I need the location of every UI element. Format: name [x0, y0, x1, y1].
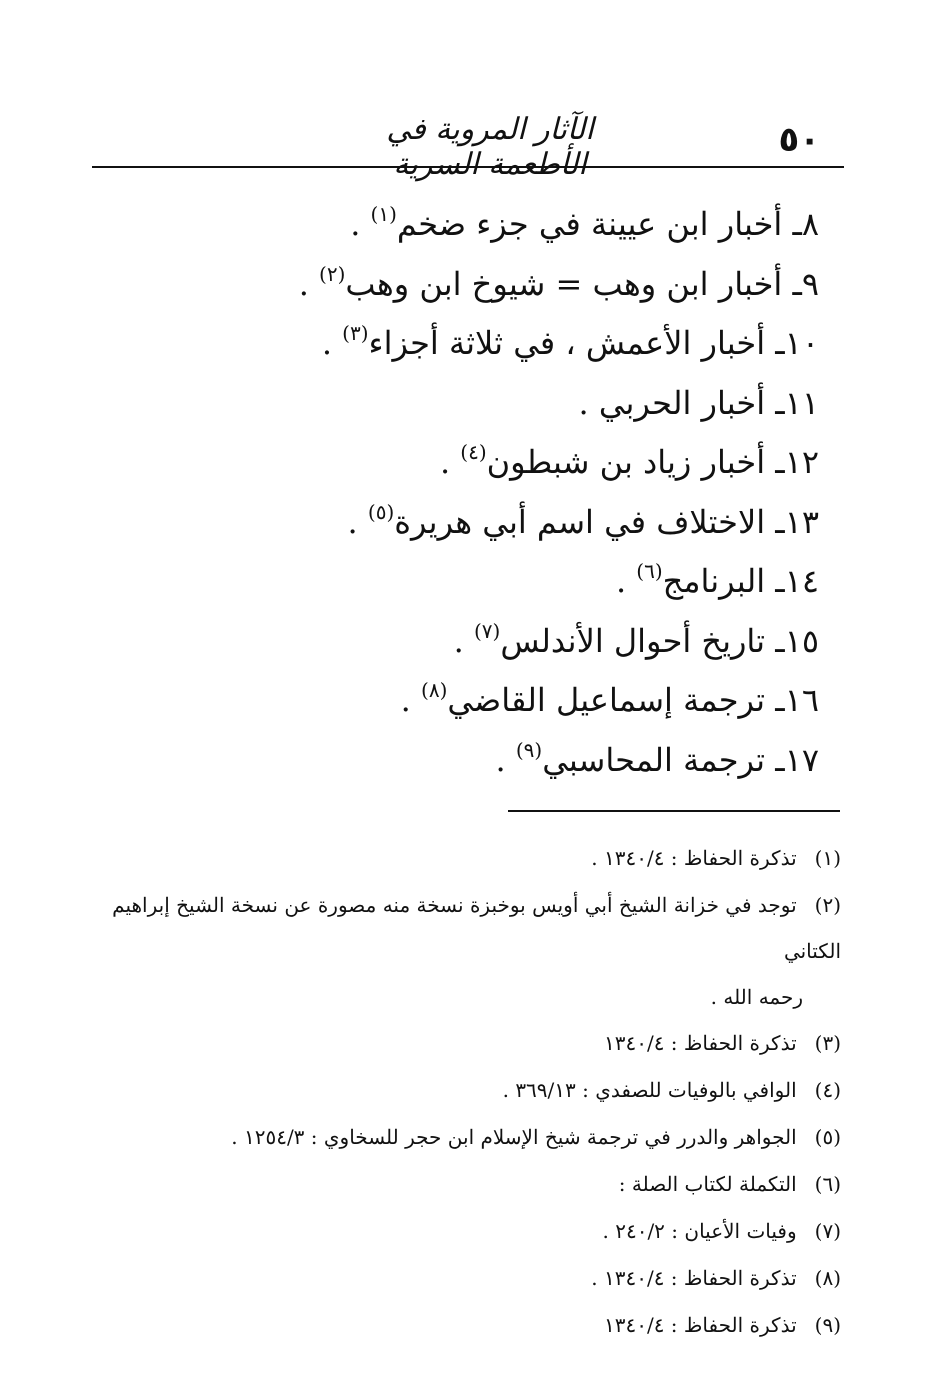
- footnote-ref: (٥): [367, 499, 395, 524]
- footnote-ref: (٢): [319, 261, 346, 286]
- footnote-ref: (٦): [636, 559, 663, 583]
- footnote: [81, 1020, 841, 1067]
- header-divider: [92, 166, 844, 168]
- footnote-text: تذكرة الحفاظ : ١٣٤٠/٤ .: [591, 1266, 797, 1290]
- footnote: [81, 1114, 841, 1161]
- footnote-text: تذكرة الحفاظ : ١٣٤٠/٤ .: [591, 846, 797, 870]
- footnote-text: الجواهر والدرر في ترجمة شيخ الإسلام ابن حجر للسخاوي : ١٢٥٤/٣ .: [231, 1125, 797, 1149]
- footnote-ref: (٨): [421, 678, 448, 702]
- list-item: ١٤ـ البرنامج$^{(٦)}$ .: [615, 559, 819, 600]
- list-item: ١١ـ أخبار الحربي .: [578, 383, 819, 422]
- running-header: [90, 112, 850, 182]
- list-item: ١٣ـ الاختلاف في اسم أبي هريرة$^{(٥)}$ .: [347, 499, 819, 541]
- footnote: [81, 1302, 841, 1349]
- list-item: ١٥ـ تاريخ أحوال الأندلس$^{(٧)}$ .: [453, 618, 819, 660]
- footnote: [81, 1161, 841, 1208]
- footnote-number: (١): [814, 846, 841, 870]
- footnote-ref: (٩): [515, 737, 543, 762]
- footnote: [81, 1208, 841, 1255]
- footnote-ref: (٣): [342, 321, 369, 345]
- page-number: ٥٠: [778, 120, 820, 160]
- footnote-text: التكملة لكتاب الصلة :: [618, 1172, 797, 1196]
- footnote-number: (٧): [814, 1219, 841, 1243]
- footnote: [81, 1255, 841, 1302]
- list-item: ١٦ـ ترجمة إسماعيل القاضي$^{(٨)}$ .: [400, 678, 819, 719]
- footnote-divider: [508, 810, 840, 812]
- footnote-ref: (٧): [473, 618, 501, 643]
- footnote-ref: (٤): [460, 440, 487, 464]
- footnote-text: تذكرة الحفاظ : ١٣٤٠/٤: [604, 1031, 797, 1055]
- footnote-continuation: رحمه الله .: [710, 985, 803, 1009]
- footnote-text: تذكرة الحفاظ : ١٣٤٠/٤: [604, 1313, 797, 1337]
- footnote-number: (٣): [814, 1031, 841, 1055]
- footnote: [81, 882, 841, 1020]
- list-item: ٩ـ أخبار ابن وهب = شيوخ ابن وهب$^{(٢)}$ .: [298, 261, 819, 303]
- footnote-text: الوافي بالوفيات للصفدي : ٣٦٩/١٣ .: [502, 1078, 797, 1102]
- footnote-text: توجد في خزانة الشيخ أبي أويس بوخبزة نسخة منه مصورة عن نسخة الشيخ إبراهيم الكتاني: [112, 893, 841, 963]
- book-list: [119, 185, 819, 780]
- list-item: ١٠ـ أخبار الأعمش ، في ثلاثة أجزاء$^{(٣)}$ .: [321, 321, 819, 362]
- footnote: [81, 835, 841, 882]
- footnote-number: (٢): [814, 893, 841, 917]
- list-item: ١٢ـ أخبار زياد بن شبطون$^{(٤)}$ .: [439, 440, 819, 481]
- footnote-text: وفيات الأعيان : ٢٤٠/٢ .: [602, 1219, 797, 1243]
- footnote-ref: (١): [370, 202, 397, 226]
- footnote-number: (٩): [814, 1313, 841, 1337]
- footnote: [81, 1067, 841, 1114]
- list-item: ٨ـ أخبار ابن عيينة في جزء ضخم$^{(١)}$ .: [350, 202, 819, 243]
- header-title: الآثار المروية في الأطعمة السرية: [386, 112, 594, 182]
- footnote-number: (٨): [814, 1266, 841, 1290]
- list-item: ١٧ـ ترجمة المحاسبي$^{(٩)}$ .: [495, 737, 819, 779]
- footnote-number: (٥): [814, 1125, 841, 1149]
- footnote-number: (٦): [814, 1172, 841, 1196]
- footnotes: [81, 835, 841, 1349]
- footnote-number: (٤): [814, 1078, 841, 1102]
